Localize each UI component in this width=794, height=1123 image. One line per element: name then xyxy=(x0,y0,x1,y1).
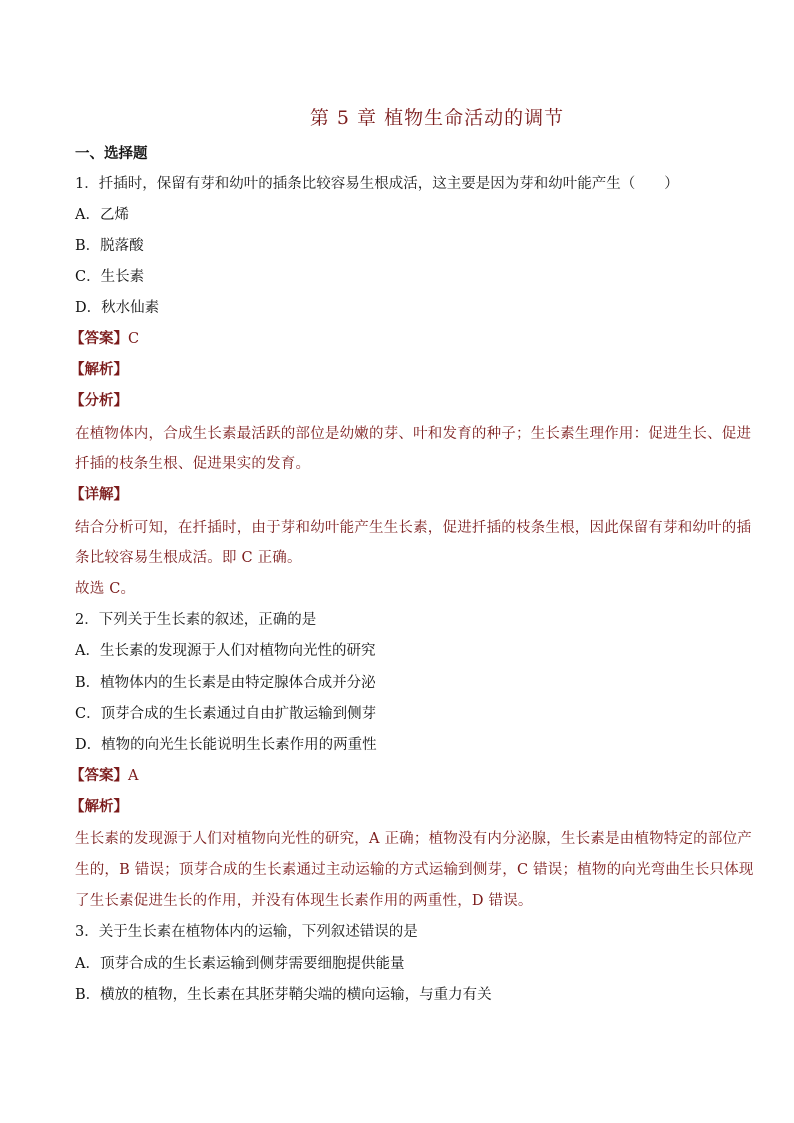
q1-option-b: B．脱落酸 xyxy=(75,238,144,254)
q1-answer-label: 【答案】 xyxy=(70,330,128,347)
q3-option-b: B．横放的植物，生长素在其胚芽鞘尖端的横向运输，与重力有关 xyxy=(75,987,492,1003)
q2-answer-value: A xyxy=(128,768,139,784)
q2-jiexi-label: 【解析】 xyxy=(70,798,128,815)
q2-stem: 2．下列关于生长素的叙述，正确的是 xyxy=(75,612,317,628)
q1-fenxi-line-2: 扦插的枝条生根、促进果实的发育。 xyxy=(75,456,311,472)
q1-jiexi-label: 【解析】 xyxy=(70,361,128,378)
q2-option-d: D．植物的向光生长能说明生长素作用的两重性 xyxy=(75,737,377,753)
q2-answer xyxy=(70,765,720,787)
q1-option-a: A．乙烯 xyxy=(75,207,129,223)
q1-answer-value: C xyxy=(128,331,140,347)
q2-option-c: C．顶芽合成的生长素通过自由扩散运输到侧芽 xyxy=(75,706,377,722)
q1-answer xyxy=(70,328,720,350)
q3-stem: 3．关于生长素在植物体内的运输，下列叙述错误的是 xyxy=(75,924,418,940)
q2-option-b: B．植物体内的生长素是由特定腺体合成并分泌 xyxy=(75,675,376,691)
q1-xiangjie-label: 【详解】 xyxy=(70,486,128,503)
q2-answer-label: 【答案】 xyxy=(70,767,128,784)
q2-jiexi-line-1: 生长素的发现源于人们对植物向光性的研究，A 正确；植物没有内分泌腺，生长素是由植物特定的部位产 xyxy=(75,831,752,847)
q1-fenxi-line-1: 在植物体内，合成生长素最活跃的部位是幼嫩的芽、叶和发育的种子；生长素生理作用：促进生长、促进 xyxy=(75,426,752,442)
q1-option-d: D．秋水仙素 xyxy=(75,300,160,316)
q2-option-a: A．生长素的发现源于人们对植物向光性的研究 xyxy=(75,643,376,659)
section-heading: 一、选择题 xyxy=(75,145,148,162)
q1-xiangjie-line-2: 条比较容易生根成活。即 C 正确。 xyxy=(75,550,302,566)
chapter-title: 第 5 章 植物生命活动的调节 xyxy=(309,107,565,129)
q1-xiangjie-line-3: 故选 C。 xyxy=(75,581,136,597)
q1-fenxi-label: 【分析】 xyxy=(70,392,128,409)
q2-jiexi-line-3: 了生长素促进生长的作用，并没有体现生长素作用的两重性，D 错误。 xyxy=(75,893,533,909)
q2-jiexi-line-2: 生的，B 错误；顶芽合成的生长素通过主动运输的方式运输到侧芽，C 错误；植物的向光弯曲生长只体现 xyxy=(75,862,754,878)
q1-option-c: C．生长素 xyxy=(75,269,145,285)
q1-xiangjie-line-1: 结合分析可知，在扦插时，由于芽和幼叶能产生生长素，促进扦插的枝条生根，因此保留有芽和幼叶的插 xyxy=(75,520,752,536)
q3-option-a: A．顶芽合成的生长素运输到侧芽需要细胞提供能量 xyxy=(75,956,405,972)
q1-stem: 1．扦插时，保留有芽和幼叶的插条比较容易生根成活，这主要是因为芽和幼叶能产生（ ） xyxy=(75,176,679,192)
